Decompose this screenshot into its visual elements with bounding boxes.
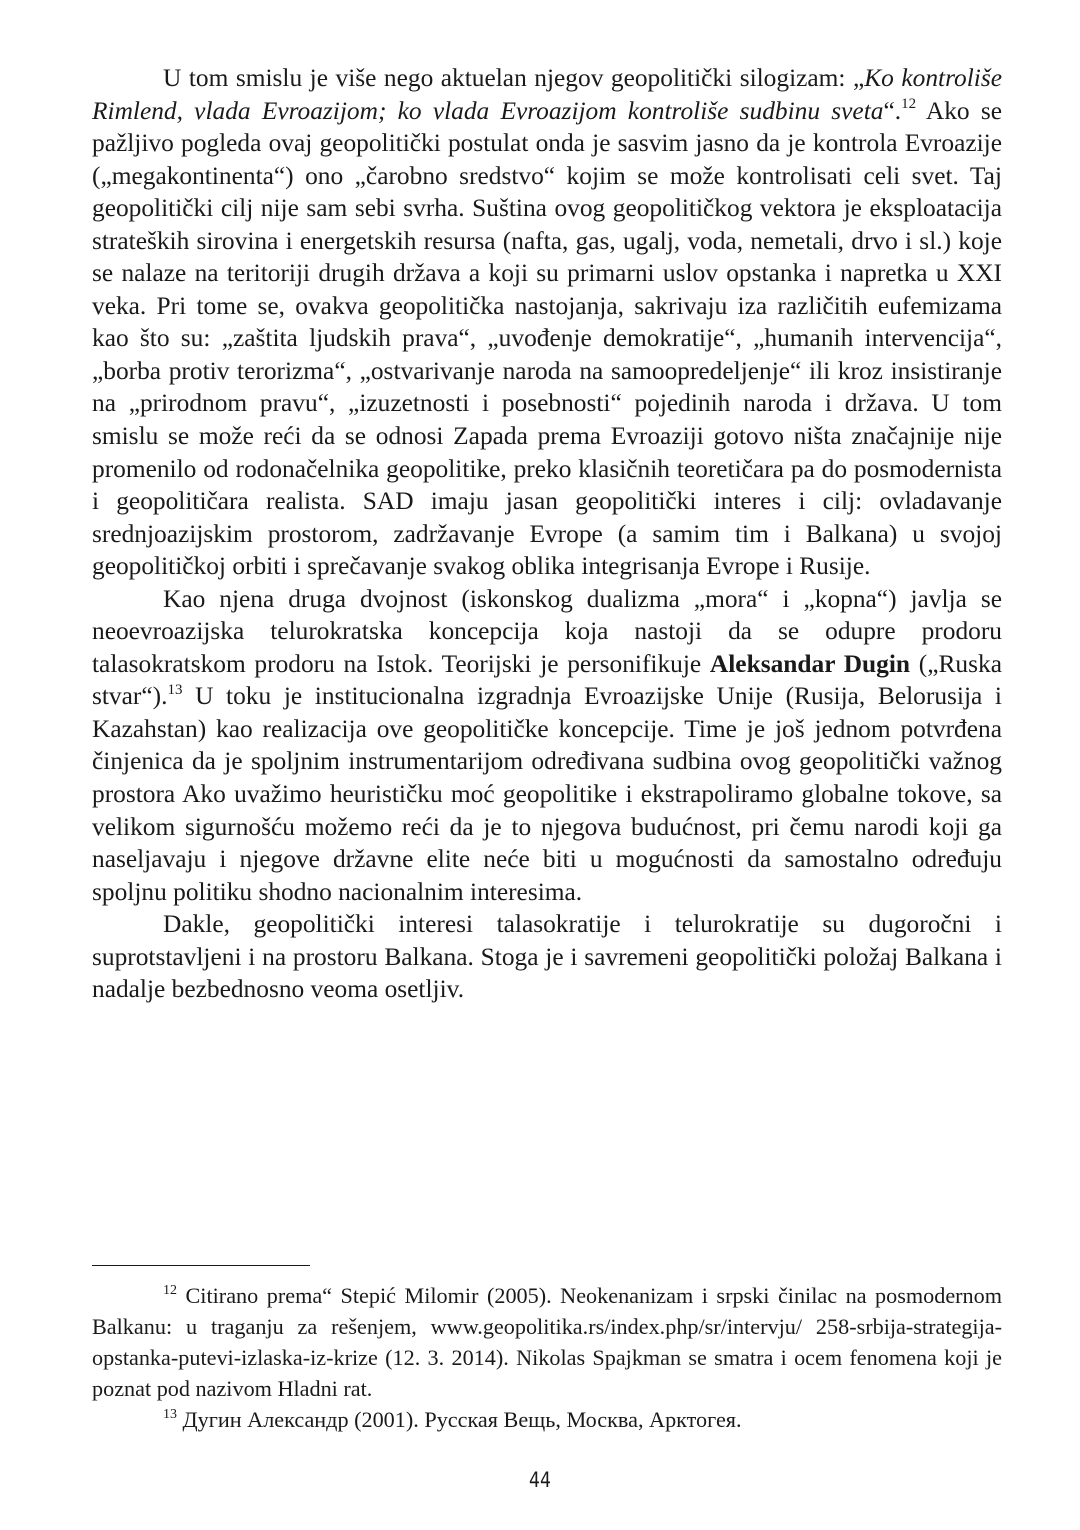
- footnote-13: [92, 1404, 1002, 1435]
- paragraph-3-text: Dakle, geopolitički interesi talasokratije i telurokratije su dugoročni i suprotstavljeni i na prostoru Balkana. Stoga je i savremeni geopolitički položaj Balkana i nadalje bezbednosno veoma osetljiv.: [92, 910, 1002, 1004]
- paragraph-1-text-b: “.: [883, 96, 902, 125]
- spykman-quote: Ko kontroliše Rimlend, vlada Evroazijom; ko vlada Evroazijom kontroliše sudbinu sveta: [92, 64, 1002, 125]
- paragraph-3: [92, 908, 1002, 1006]
- paragraph-1: [92, 62, 1002, 583]
- footnote-12: [92, 1280, 1002, 1404]
- footnote-12-text: Citirano prema“ Stepić Milomir (2005). Neokenanizam i srpski činilac na posmodernom Balkanu: u traganju za rešenjem, www.geopolitika.rs/index.php/sr/intervju/ 258-srbija-strategija-opstanka-putevi-izlaska-iz-krize (12. 3. 2014). Nikolas Spajkman se smatra i ocem fenomena koji je poznat pod nazivom Hladni rat.: [92, 1283, 1002, 1401]
- author-name-bold: Aleksandar Dugin: [709, 649, 911, 678]
- footnote-13-text: Дугин Александр (2001). Русская Вещь, Москва, Арктогея.: [177, 1407, 742, 1432]
- paragraph-2: [92, 583, 1002, 908]
- footnote-ref-13[interactable]: 13: [167, 681, 183, 698]
- page-content: [92, 62, 1002, 1006]
- footnote-ref-12[interactable]: 12: [901, 96, 917, 113]
- paragraph-2-text-a: Kao njena druga dvojnost (iskonskog dualizma „mora“ i „kopna“) javlja se neoevroazijska telurokratska koncepcija koja nastoji da se odupre prodoru talasokratskom prodoru na Istok. Teorijski je personifikuje: [92, 584, 1002, 678]
- footnote-13-number: 13: [163, 1406, 177, 1422]
- paragraph-1-text-c: Ako se pažljivo pogleda ovaj geopolitički postulat onda je sasvim jasno da je kontrola Evroazije („megakontinenta“) ono „čarobno sredstvo“ kojim se može kontrolisati celi svet. Taj geopolitički cilj nije sam sebi svrha. Suština ovog geopolitičkog vektora je eksploatacija strateških sirovina i energetskih resursa (nafta, gas, ugalj, voda, nemetali, drvo i sl.) koje se nalaze na teritoriji drugih država a koji su primarni uslov opstanka i napretka u XXI veka. Pri tome se, ovakva geopolitička nastojanja, sakrivaju iza različitih eufemizama kao što su: „zaštita ljudskih prava“, „uvođenje demokratije“, „humanih intervencija“, „borba protiv terorizma“, „ostvarivanje naroda na samoopredeljenje“ ili kroz insistiranje na „prirodnom pravu“, „izuzetnosti i posebnosti“ pojedinih naroda i država. U tom smislu se može reći da se odnosi Zapada prema Evroaziji gotovo ništa značajnije nije promenilo od rodonačelnika geopolitike, preko klasičnih teoretičara pa do posmodernista i geopolitičara realista. SAD imaju jasan geopolitički interes i cilj: ovladavanje srednjoazijskim prostorom, zadržavanje Evrope (a samim tim i Balkana) u svojoj geopolitičkoj orbiti i sprečavanje svakog oblika integrisanja Evrope i Rusije.: [92, 96, 1003, 581]
- footnote-separator: [92, 1265, 310, 1266]
- footnotes: [92, 1280, 1002, 1435]
- paragraph-2-text-c: U toku je institucionalna izgradnja Evroazijske Unije (Rusija, Belorusija i Kazahstan) kao realizacija ove geopolitičke koncepcije. Time je još jednom potvrđena činjenica da je spoljnim instrumentarijom određivana sudbina ovog geopolitički važnog prostora Ako uvažimo heurističku moć geopolitike i ekstrapoliramo globalne tokove, sa velikom sigurnošću možemo reći da je to njegova budućnost, pri čemu narodi koji ga naseljavaju i njegove državne elite neće biti u mogućnosti da samostalno određuju spoljnu politiku shodno nacionalnim interesima.: [92, 682, 1002, 906]
- body-text: [92, 62, 1002, 1006]
- footnote-12-number: 12: [163, 1282, 177, 1298]
- page-number: 44: [529, 1468, 551, 1492]
- paragraph-2-text-b: („Ruska stvar“).: [92, 649, 1002, 711]
- paragraph-1-text-a: U tom smislu je više nego aktuelan njegov geopolitički silogizam: „: [163, 64, 865, 92]
